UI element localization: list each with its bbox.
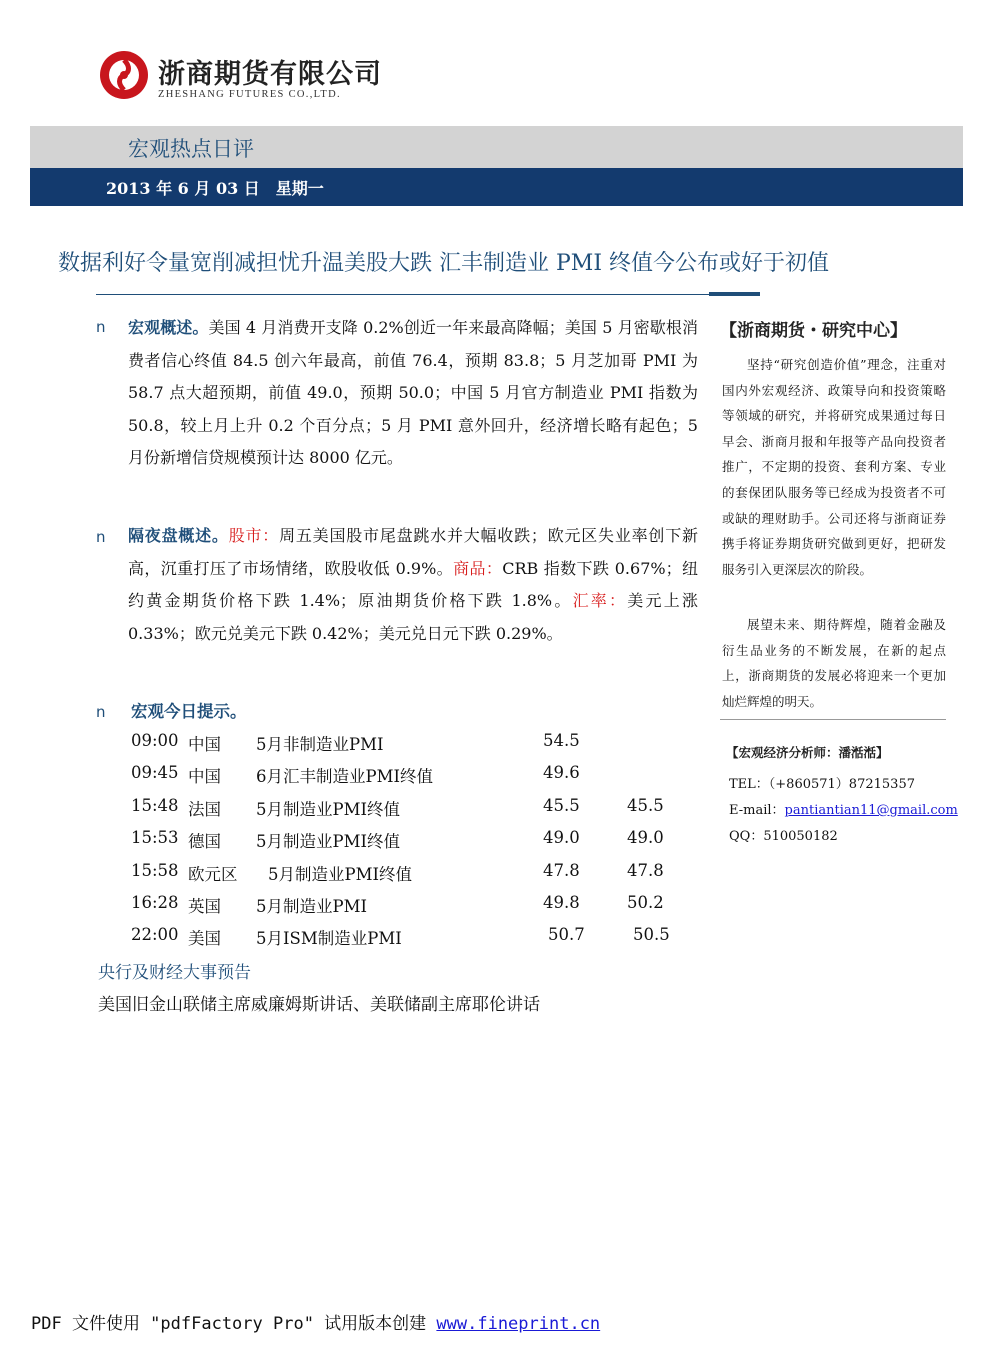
report-category: 宏观热点日评	[128, 137, 254, 161]
footer-text: PDF 文件使用 "pdfFactory Pro" 试用版本创建	[31, 1314, 437, 1334]
calendar-row	[131, 861, 691, 893]
macro-overview	[128, 312, 698, 475]
calendar-time: 09:00	[131, 731, 179, 750]
analyst-name: 【宏观经济分析师：潘湉湉】	[726, 745, 889, 760]
report-date	[106, 176, 340, 199]
calendar-event: 5月制造业PMI终值	[268, 864, 413, 884]
calendar-row	[131, 763, 691, 795]
calendar-row	[131, 893, 691, 925]
calendar-event: 6月汇丰制造业PMI终值	[256, 767, 434, 787]
fx-text: 美元上涨 0.33%；欧元兑美元下跌 0.42%；美元兑日元下跌 0.29%。	[128, 591, 698, 643]
calendar-time: 22:00	[131, 925, 179, 945]
title-divider-accent	[709, 292, 760, 296]
date-text: 2013 年 6 月 03 日	[106, 179, 260, 198]
sidebar-outlook: 展望未来、期待辉煌，随着金融及衍生品业务的不断发展，在新的起点上，浙商期货的发展必将迎来一个更加灿烂辉煌的明天。	[722, 617, 946, 709]
calendar-previous: 50.7	[548, 925, 585, 945]
today-tips-heading: 宏观今日提示。	[131, 702, 247, 721]
footer-link[interactable]: www.fineprint.cn	[436, 1314, 601, 1334]
stock-text: 周五美国股市尾盘跳水并大幅收跌；欧元区失业率创下新高，沉重打压了市场情绪，欧股收低 0.9%。	[128, 526, 698, 578]
calendar-previous: 45.5	[543, 795, 580, 815]
calendar-time: 15:53	[131, 828, 179, 848]
calendar-row	[131, 796, 691, 828]
calendar-previous: 49.6	[543, 763, 580, 783]
calendar-country: 欧元区	[188, 864, 238, 884]
calendar-country: 中国	[188, 735, 221, 754]
bullet-icon: n	[96, 318, 106, 336]
calendar-time: 09:45	[131, 763, 179, 783]
calendar-row	[131, 925, 691, 957]
commodity-label: 商品：	[453, 558, 503, 578]
calendar-forecast: 49.0	[627, 828, 664, 848]
commodity-text: CRB 指数下跌 0.67%；纽约黄金期货价格下跌 1.4%；原油期货价格下跌 1.8%。	[128, 558, 698, 610]
calendar-forecast: 50.5	[633, 925, 670, 945]
calendar-forecast: 45.5	[627, 795, 664, 815]
sidebar-title: 【浙商期货・研究中心】	[720, 321, 907, 341]
calendar-time: 15:48	[131, 795, 179, 815]
calendar-previous: 47.8	[543, 860, 580, 880]
central-bank-heading: 央行及财经大事预告	[98, 963, 251, 983]
calendar-country: 法国	[188, 799, 221, 819]
calendar-previous: 49.8	[543, 892, 580, 912]
sidebar-intro: 坚持“研究创造价值”理念，注重对国内外宏观经济、政策导向和投资策略等领域的研究，并将研究成果通过每日早会、浙商月报和年报等产品向投资者推广，不定期的投资、套利方案、专业的套保团队服务等已经成为投资者不可或缺的理财助手。公司还将与浙商证券携手将证券期货研究做到更好，把研发服务引入更深层次的阶段。	[722, 357, 946, 577]
calendar-row	[131, 731, 691, 763]
analyst-phone: TEL：（+860571）87215357	[729, 777, 915, 792]
analyst-qq: QQ：510050182	[729, 829, 838, 844]
company-name-cn: 浙商期货有限公司	[158, 59, 382, 90]
macro-overview-heading: 宏观概述。	[128, 318, 209, 337]
calendar-country: 英国	[188, 896, 221, 916]
calendar-event: 5月制造业PMI	[256, 896, 368, 916]
bullet-icon: n	[96, 528, 106, 546]
bullet-icon: n	[96, 703, 106, 721]
economic-calendar	[131, 731, 691, 958]
calendar-row	[131, 828, 691, 860]
stock-label: 股市：	[228, 526, 280, 545]
calendar-time: 16:28	[131, 892, 179, 912]
overnight-heading: 隔夜盘概述。	[128, 526, 229, 545]
report-title: 数据利好令量宽削减担忧升温美股大跌 汇丰制造业 PMI 终值今公布或好于初值	[58, 251, 830, 276]
pdf-footer	[31, 1309, 600, 1334]
analyst-email	[729, 799, 958, 818]
calendar-country: 中国	[188, 767, 221, 787]
calendar-forecast: 47.8	[627, 860, 664, 880]
calendar-country: 美国	[188, 929, 221, 949]
weekday-text: 星期一	[275, 179, 324, 198]
email-label: E-mail：	[729, 803, 785, 818]
calendar-forecast: 50.2	[627, 892, 664, 912]
calendar-event: 5月ISM制造业PMI	[256, 929, 402, 949]
calendar-event: 5月制造业PMI终值	[256, 832, 401, 852]
calendar-time: 15:58	[131, 860, 179, 880]
calendar-event: 5月制造业PMI终值	[256, 799, 401, 819]
overnight-overview	[128, 520, 698, 650]
company-name-en: ZHESHANG FUTURES CO.,LTD.	[158, 89, 341, 100]
title-divider	[96, 294, 760, 295]
email-link[interactable]: pantiantian11@gmail.com	[784, 803, 958, 818]
calendar-previous: 49.0	[543, 828, 580, 848]
fx-label: 汇率：	[572, 591, 628, 610]
macro-overview-body: 美国 4 月消费开支降 0.2%创近一年来最高降幅；美国 5 月密歇根消费者信心终值 84.5 创六年最高，前值 76.4，预期 83.8；5 月芝加哥 PMI 为 58.7 点大超预期，前值 49.0，预期 50.0；中国 5 月官方制造业 PMI 指数为 50.8，较上月上升 0.2 个百分点；5 月 PMI 意外回升，经济增长略有起色；5 月份新增信贷规模预计达 8000 亿元。	[128, 318, 698, 467]
company-logo-icon	[99, 50, 149, 100]
central-bank-events: 美国旧金山联储主席威廉姆斯讲话、美联储副主席耶伦讲话	[98, 995, 540, 1015]
calendar-country: 德国	[188, 832, 221, 852]
calendar-event: 5月非制造业PMI	[256, 735, 384, 754]
sidebar-divider	[720, 719, 946, 720]
calendar-previous: 54.5	[543, 731, 580, 750]
